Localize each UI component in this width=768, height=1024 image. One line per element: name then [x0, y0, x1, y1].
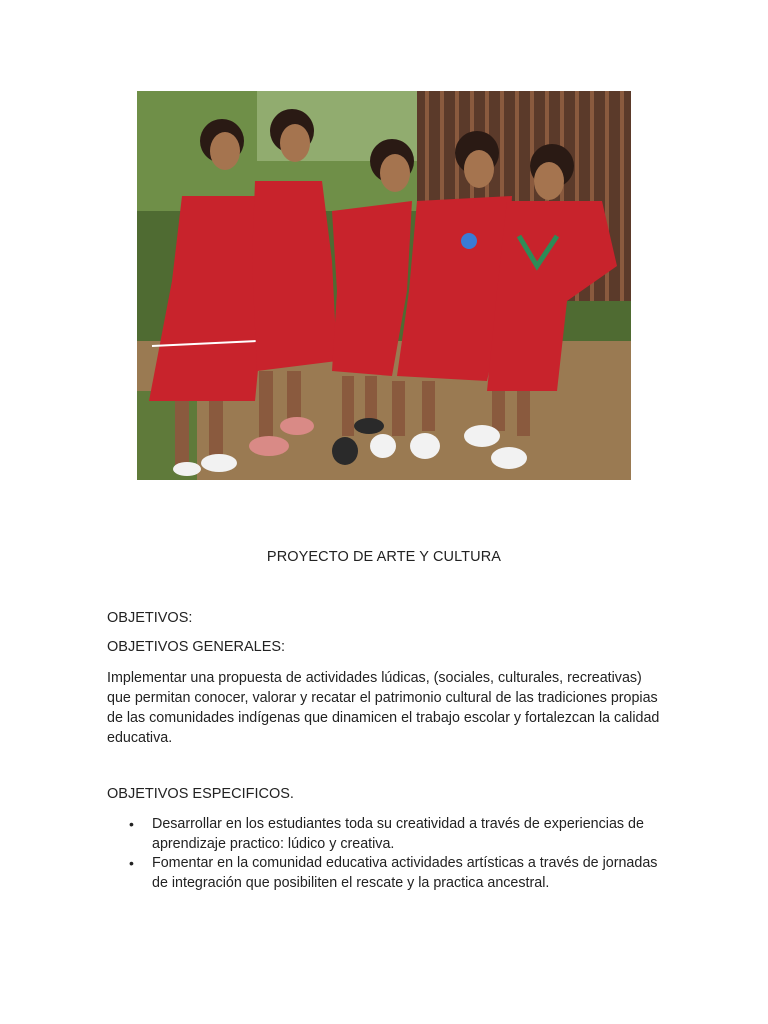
list-item-text: Fomentar en la comunidad educativa actividades artísticas a través de jornadas de integración que posibiliten el rescate y la practica ancestral. — [152, 855, 658, 891]
specific-objectives-list — [107, 815, 667, 893]
general-objectives-heading: OBJETIVOS GENERALES: — [107, 639, 286, 655]
specific-objectives-heading: OBJETIVOS ESPECIFICOS. — [107, 786, 294, 802]
objectives-heading: OBJETIVOS: — [107, 610, 193, 626]
list-item — [107, 815, 667, 854]
document-title: PROYECTO DE ARTE Y CULTURA — [266, 549, 502, 565]
group-photo — [137, 91, 631, 480]
bullet-icon: • — [129, 816, 134, 832]
list-item-text: Desarrollar en los estudiantes toda su creatividad a través de experiencias de aprendizaje practico: lúdico y creativa. — [152, 816, 644, 852]
photo-illustration — [137, 91, 631, 480]
bullet-icon: • — [129, 855, 134, 871]
list-item — [107, 854, 667, 893]
general-objectives-text: Implementar una propuesta de actividades lúdicas, (sociales, culturales, recreativas) que permitan conocer, valorar y recatar el patrimonio cultural de las tradiciones propias de las comunidades indígenas que dinamicen el trabajo escolar y fortalezcan la calidad educativa. — [107, 670, 660, 746]
